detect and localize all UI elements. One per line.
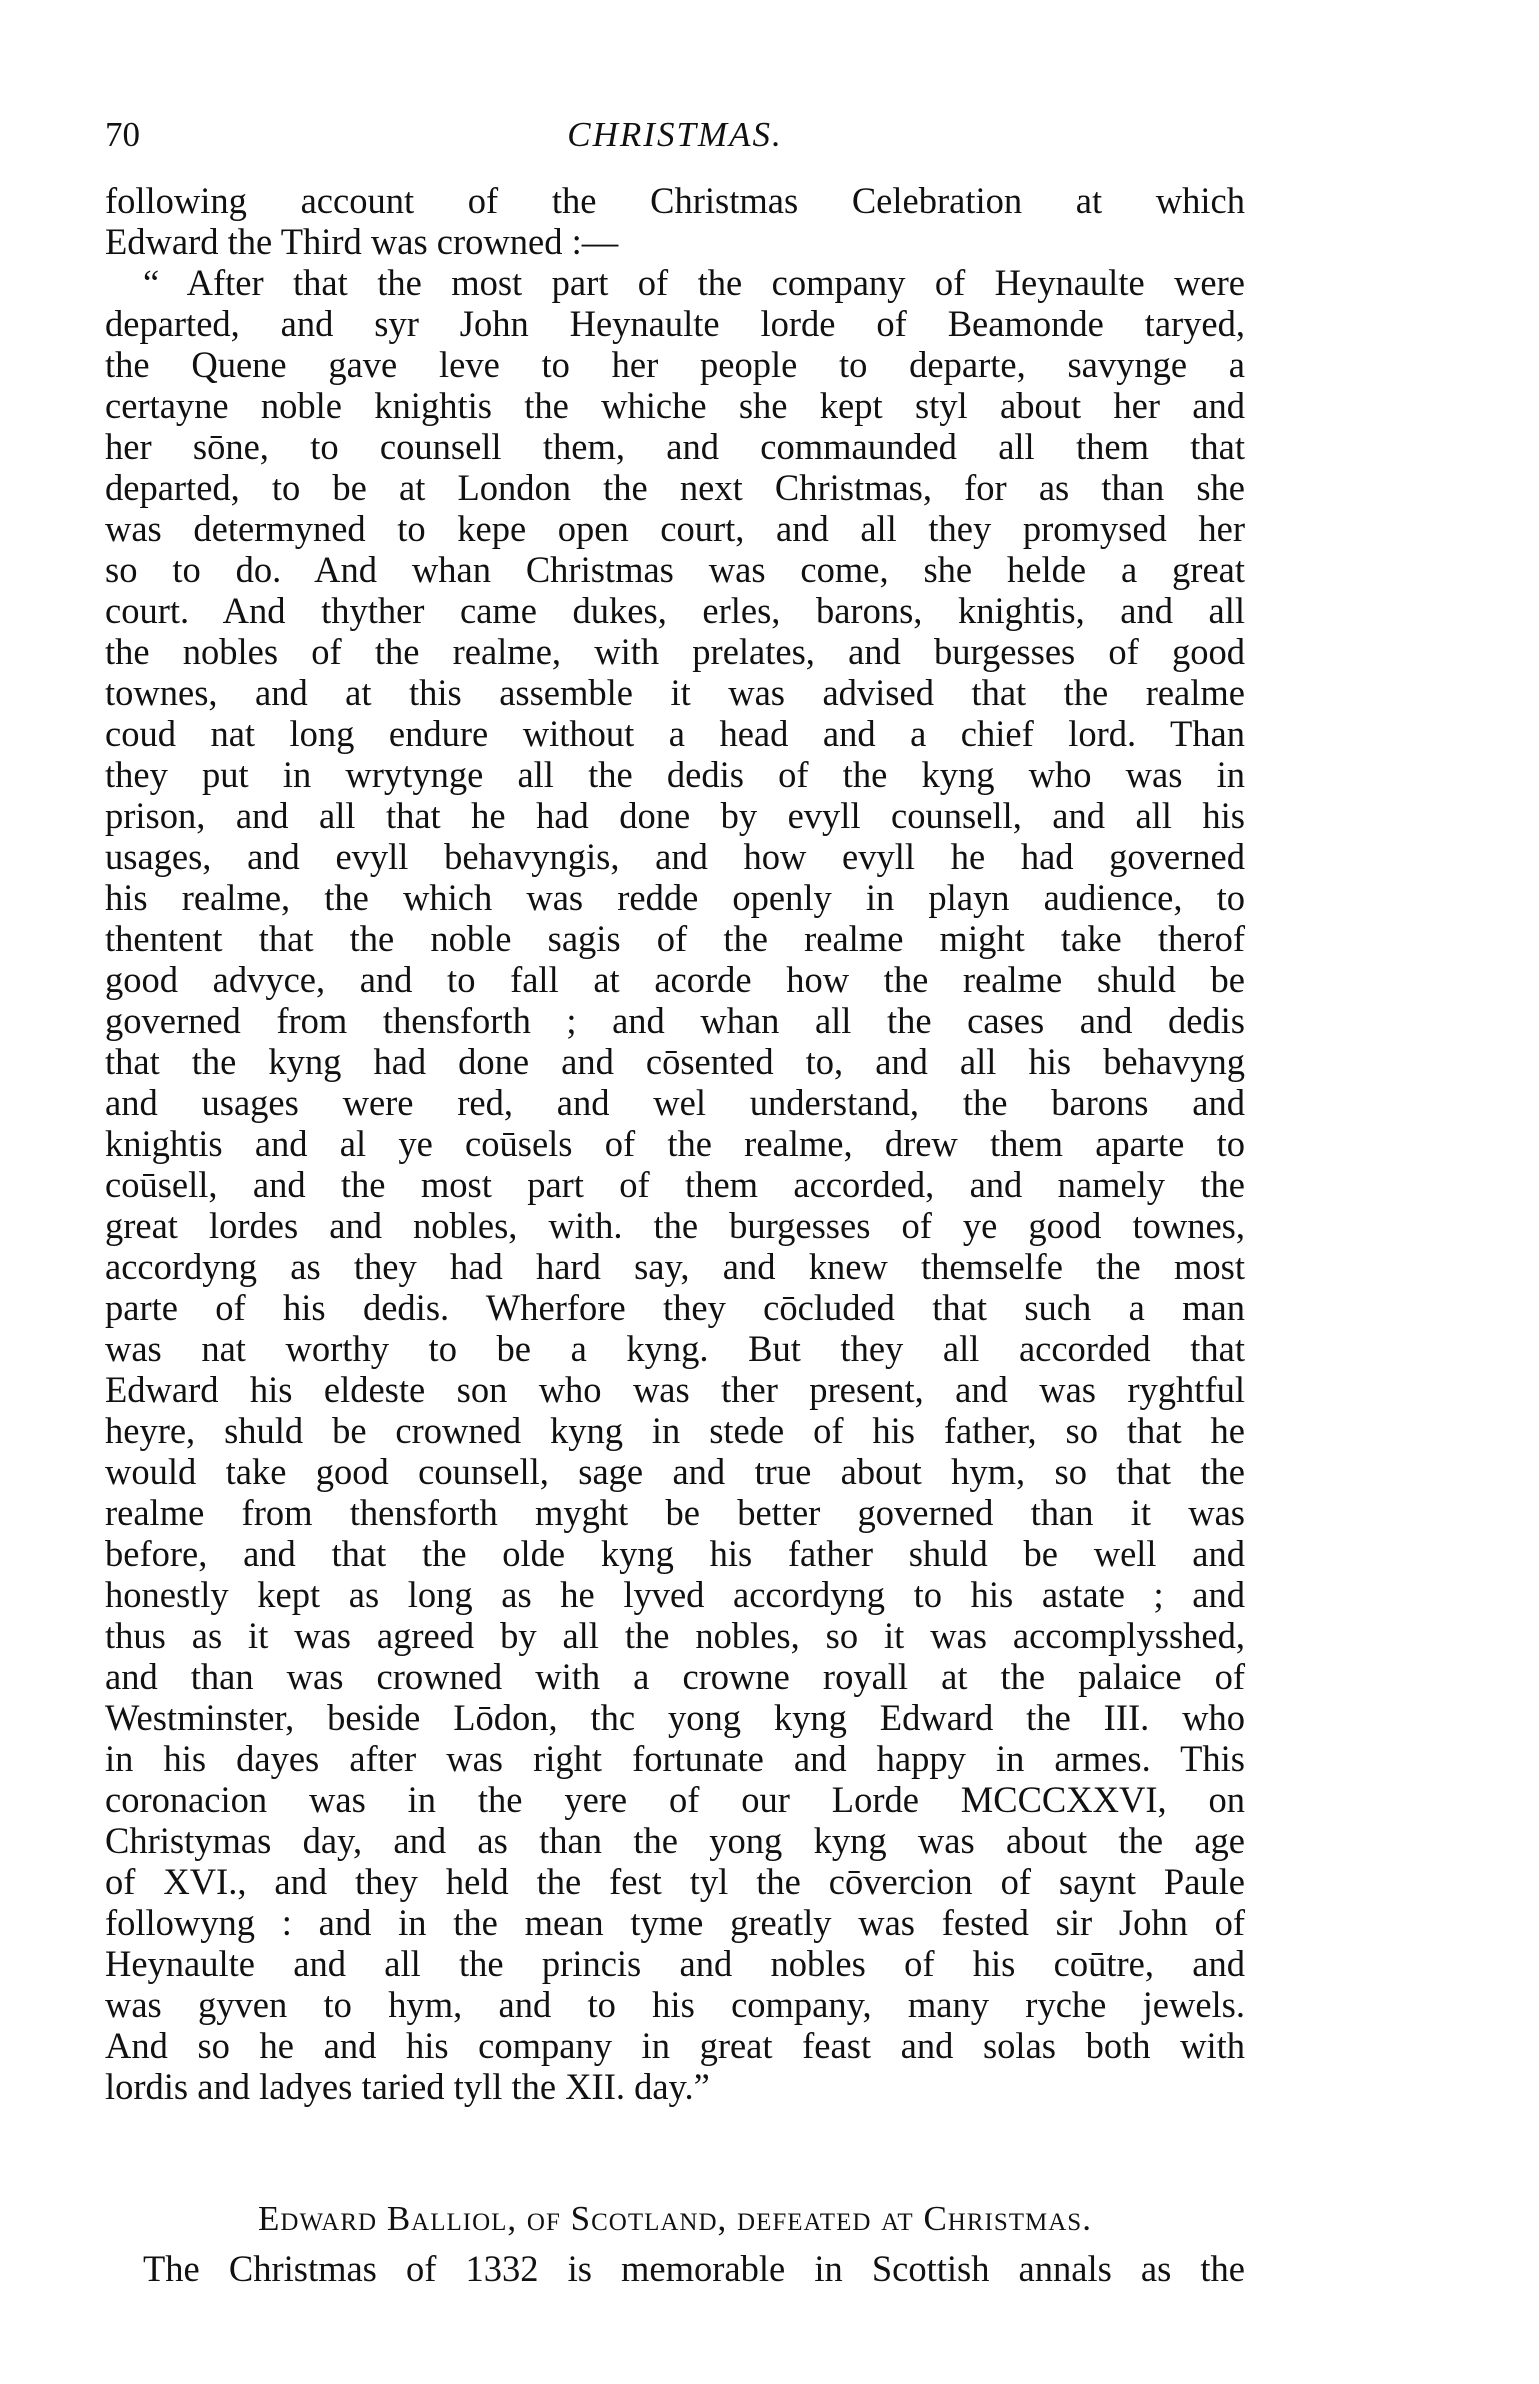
text-line: honestly kept as long as he lyved accordyng to his astate ; and bbox=[105, 1574, 1245, 1615]
text-line: lordis and ladyes taried tyll the XII. day.” bbox=[105, 2066, 710, 2107]
text-line: coud nat long endure without a head and a chief lord. Than bbox=[105, 713, 1245, 754]
text-line: Christymas day, and as than the yong kyng was about the age bbox=[105, 1820, 1245, 1861]
text-line: departed, and syr John Heynaulte lorde of Beamonde taryed, bbox=[105, 303, 1245, 344]
text-line: departed, to be at London the next Christmas, for as than she bbox=[105, 467, 1245, 508]
running-head bbox=[105, 110, 1245, 160]
text-line: followyng : and in the mean tyme greatly was fested sir John of bbox=[105, 1902, 1245, 1943]
text-line: Edward his eldeste son who was ther present, and was ryghtful bbox=[105, 1369, 1245, 1410]
page-number: 70 bbox=[105, 115, 140, 154]
text-line: accordyng as they had hard say, and knew themselfe the most bbox=[105, 1246, 1245, 1287]
section-heading: Edward Balliol, of Scotland, defeated at Christmas. bbox=[258, 2199, 1092, 2238]
text-line: his realme, the which was redde openly in playn audience, to bbox=[105, 877, 1245, 918]
text-line: was nat worthy to be a kyng. But they all accorded that bbox=[105, 1328, 1245, 1369]
text-line: following account of the Christmas Celebration at which bbox=[105, 180, 1245, 221]
text-line: and usages were red, and wel understand, the barons and bbox=[105, 1082, 1245, 1123]
text-line: Heynaulte and all the princis and nobles of his coūtre, and bbox=[105, 1943, 1245, 1984]
text-line: great lordes and nobles, with. the burgesses of ye good townes, bbox=[105, 1205, 1245, 1246]
text-line: usages, and evyll behavyngis, and how evyll he had governed bbox=[105, 836, 1245, 877]
text-line: The Christmas of 1332 is memorable in Scottish annals as the bbox=[143, 2248, 1245, 2289]
text-line: was gyven to hym, and to his company, many ryche jewels. bbox=[105, 1984, 1245, 2025]
text-line: thentent that the noble sagis of the realme might take therof bbox=[105, 918, 1245, 959]
text-line: and than was crowned with a crowne royall at the palaice of bbox=[105, 1656, 1245, 1697]
text-line: And so he and his company in great feast and solas both with bbox=[105, 2025, 1245, 2066]
text-line: heyre, shuld be crowned kyng in stede of his father, so that he bbox=[105, 1410, 1245, 1451]
next-paragraph bbox=[105, 2248, 1245, 2289]
text-line: prison, and all that he had done by evyll counsell, and all his bbox=[105, 795, 1245, 836]
text-line: good advyce, and to fall at acorde how the realme shuld be bbox=[105, 959, 1245, 1000]
text-line: knightis and al ye coūsels of the realme, drew them aparte to bbox=[105, 1123, 1245, 1164]
text-line: was determyned to kepe open court, and all they promysed her bbox=[105, 508, 1245, 549]
text-line: Westminster, beside Lōdon, thc yong kyng Edward the III. who bbox=[105, 1697, 1245, 1738]
text-line: parte of his dedis. Wherfore they cōcluded that such a man bbox=[105, 1287, 1245, 1328]
text-line: realme from thensforth myght be better governed than it was bbox=[105, 1492, 1245, 1533]
text-line: court. And thyther came dukes, erles, barons, knightis, and all bbox=[105, 590, 1245, 631]
text-line: Edward the Third was crowned :— bbox=[105, 221, 619, 262]
text-line: they put in wrytynge all the dedis of the kyng who was in bbox=[105, 754, 1245, 795]
text-line: governed from thensforth ; and whan all the cases and dedis bbox=[105, 1000, 1245, 1041]
text-line: coronacion was in the yere of our Lorde MCCCXXVI, on bbox=[105, 1779, 1245, 1820]
text-line: the Quene gave leve to her people to departe, savynge a bbox=[105, 344, 1245, 385]
text-line: thus as it was agreed by all the nobles, so it was accomplysshed, bbox=[105, 1615, 1245, 1656]
text-line: “ After that the most part of the company of Heynaulte were bbox=[143, 262, 1245, 303]
text-line: that the kyng had done and cōsented to, and all his behavyng bbox=[105, 1041, 1245, 1082]
text-line: coūsell, and the most part of them accorded, and namely the bbox=[105, 1164, 1245, 1205]
text-line: townes, and at this assemble it was advised that the realme bbox=[105, 672, 1245, 713]
text-line: would take good counsell, sage and true about hym, so that the bbox=[105, 1451, 1245, 1492]
text-line: her sōne, to counsell them, and commaunded all them that bbox=[105, 426, 1245, 467]
text-line: the nobles of the realme, with prelates, and burgesses of good bbox=[105, 631, 1245, 672]
main-text bbox=[105, 180, 1245, 2107]
text-line: before, and that the olde kyng his father shuld be well and bbox=[105, 1533, 1245, 1574]
running-title: CHRISTMAS. bbox=[567, 115, 783, 154]
text-line: of XVI., and they held the fest tyl the cōvercion of saynt Paule bbox=[105, 1861, 1245, 1902]
text-line: in his dayes after was right fortunate and happy in armes. This bbox=[105, 1738, 1245, 1779]
text-line: so to do. And whan Christmas was come, she helde a great bbox=[105, 549, 1245, 590]
text-line: certayne noble knightis the whiche she kept styl about her and bbox=[105, 385, 1245, 426]
